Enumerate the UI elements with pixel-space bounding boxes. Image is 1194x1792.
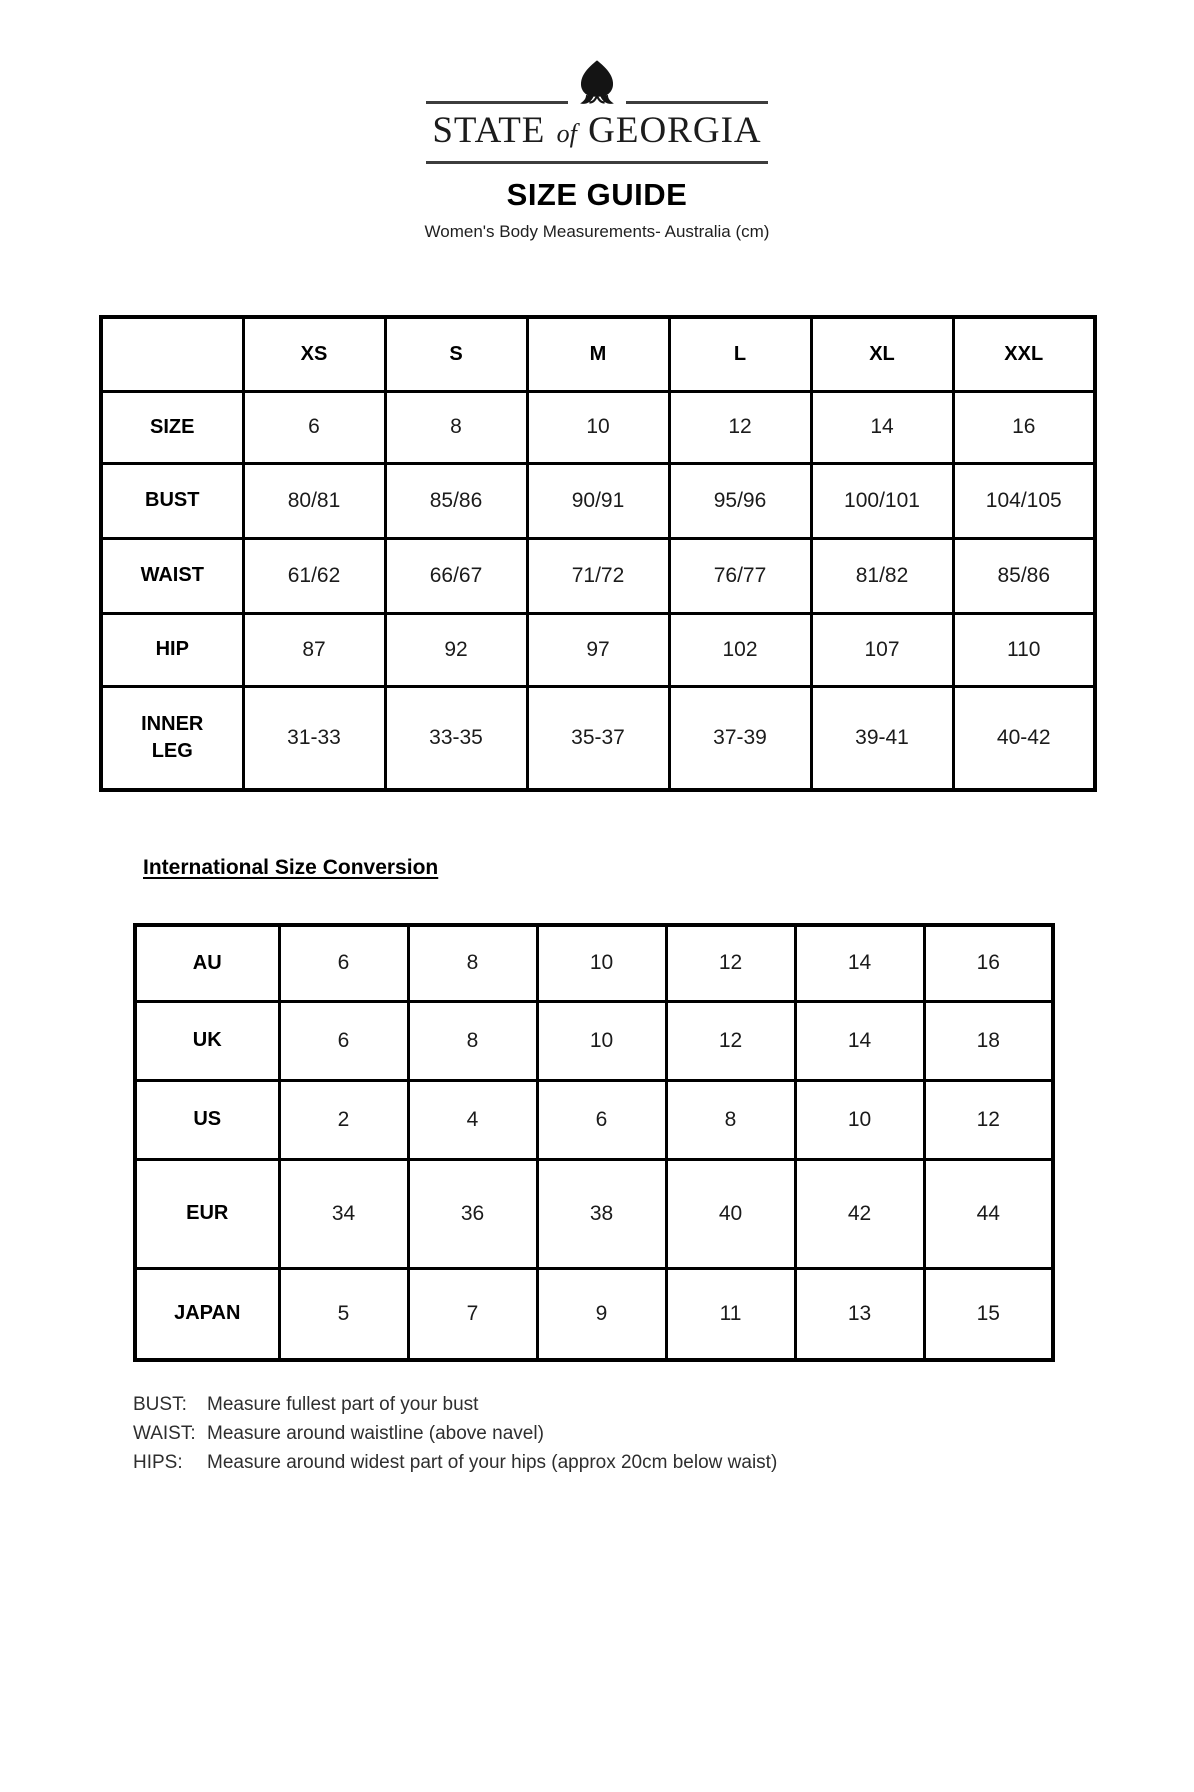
uk-cell: 8 bbox=[408, 1001, 537, 1080]
note-waist-text: Measure around waistline (above navel) bbox=[207, 1423, 544, 1444]
size-cell: 14 bbox=[811, 391, 953, 463]
us-row-label: US bbox=[135, 1080, 279, 1159]
note-bust-text: Measure fullest part of your bust bbox=[207, 1394, 479, 1415]
brand-name-of: of bbox=[556, 119, 577, 148]
bust-cell: 80/81 bbox=[243, 463, 385, 538]
eur-cell: 34 bbox=[279, 1159, 408, 1268]
size-row-label: SIZE bbox=[101, 391, 243, 463]
measurement-table bbox=[99, 315, 1097, 792]
waist-cell: 71/72 bbox=[527, 538, 669, 613]
uk-cell: 6 bbox=[279, 1001, 408, 1080]
uk-cell: 14 bbox=[795, 1001, 924, 1080]
bust-cell: 95/96 bbox=[669, 463, 811, 538]
waist-cell: 66/67 bbox=[385, 538, 527, 613]
japan-cell: 5 bbox=[279, 1268, 408, 1360]
japan-row bbox=[135, 1268, 1053, 1360]
rule-left bbox=[426, 101, 568, 104]
note-waist bbox=[133, 1423, 1194, 1445]
bust-cell: 100/101 bbox=[811, 463, 953, 538]
us-cell: 12 bbox=[924, 1080, 1053, 1159]
inner-leg-row bbox=[101, 686, 1095, 790]
col-header-s: S bbox=[385, 317, 527, 391]
hip-cell: 97 bbox=[527, 613, 669, 686]
japan-cell: 15 bbox=[924, 1268, 1053, 1360]
size-cell: 10 bbox=[527, 391, 669, 463]
size-row bbox=[101, 391, 1095, 463]
logo-top-rule bbox=[426, 50, 768, 104]
bust-cell: 90/91 bbox=[527, 463, 669, 538]
bust-row-label: BUST bbox=[101, 463, 243, 538]
inner-leg-cell: 31-33 bbox=[243, 686, 385, 790]
waist-row bbox=[101, 538, 1095, 613]
brand-name-state: STATE bbox=[432, 110, 546, 151]
note-bust-label: BUST: bbox=[133, 1394, 187, 1415]
uk-cell: 18 bbox=[924, 1001, 1053, 1080]
waist-row-label: WAIST bbox=[101, 538, 243, 613]
japan-cell: 13 bbox=[795, 1268, 924, 1360]
hip-cell: 87 bbox=[243, 613, 385, 686]
uk-row-label: UK bbox=[135, 1001, 279, 1080]
eur-cell: 36 bbox=[408, 1159, 537, 1268]
uk-cell: 12 bbox=[666, 1001, 795, 1080]
conversion-heading: International Size Conversion bbox=[143, 856, 439, 879]
tree-icon bbox=[569, 59, 625, 109]
uk-cell: 10 bbox=[537, 1001, 666, 1080]
us-cell: 10 bbox=[795, 1080, 924, 1159]
au-row bbox=[135, 925, 1053, 1001]
us-cell: 4 bbox=[408, 1080, 537, 1159]
size-cell: 6 bbox=[243, 391, 385, 463]
hip-row-label: HIP bbox=[101, 613, 243, 686]
col-header-xl: XL bbox=[811, 317, 953, 391]
eur-cell: 38 bbox=[537, 1159, 666, 1268]
note-hips bbox=[133, 1452, 1194, 1474]
inner-leg-row-label: INNER LEG bbox=[101, 686, 243, 790]
eur-row-label: EUR bbox=[135, 1159, 279, 1268]
eur-row bbox=[135, 1159, 1053, 1268]
note-hips-label: HIPS: bbox=[133, 1452, 183, 1473]
au-row-label: AU bbox=[135, 925, 279, 1001]
measurement-notes bbox=[133, 1394, 1194, 1474]
eur-cell: 40 bbox=[666, 1159, 795, 1268]
brand-name bbox=[426, 109, 768, 152]
col-header-xs: XS bbox=[243, 317, 385, 391]
bust-cell: 85/86 bbox=[385, 463, 527, 538]
brand-header bbox=[426, 50, 768, 164]
eur-cell: 44 bbox=[924, 1159, 1053, 1268]
au-cell: 8 bbox=[408, 925, 537, 1001]
inner-leg-cell: 39-41 bbox=[811, 686, 953, 790]
inner-leg-cell: 37-39 bbox=[669, 686, 811, 790]
page-subtitle: Women's Body Measurements- Australia (cm) bbox=[424, 222, 770, 241]
us-cell: 6 bbox=[537, 1080, 666, 1159]
note-bust bbox=[133, 1394, 1194, 1416]
waist-cell: 76/77 bbox=[669, 538, 811, 613]
corner-cell bbox=[101, 317, 243, 391]
note-waist-label: WAIST: bbox=[133, 1423, 196, 1444]
waist-cell: 61/62 bbox=[243, 538, 385, 613]
logo-bottom-rule bbox=[426, 161, 768, 164]
hip-cell: 92 bbox=[385, 613, 527, 686]
uk-row bbox=[135, 1001, 1053, 1080]
hip-cell: 110 bbox=[953, 613, 1095, 686]
waist-cell: 85/86 bbox=[953, 538, 1095, 613]
size-cell: 16 bbox=[953, 391, 1095, 463]
size-cell: 8 bbox=[385, 391, 527, 463]
us-row bbox=[135, 1080, 1053, 1159]
au-cell: 16 bbox=[924, 925, 1053, 1001]
col-header-l: L bbox=[669, 317, 811, 391]
col-header-xxl: XXL bbox=[953, 317, 1095, 391]
bust-cell: 104/105 bbox=[953, 463, 1095, 538]
inner-leg-cell: 40-42 bbox=[953, 686, 1095, 790]
hip-cell: 102 bbox=[669, 613, 811, 686]
eur-cell: 42 bbox=[795, 1159, 924, 1268]
inner-leg-cell: 33-35 bbox=[385, 686, 527, 790]
rule-right bbox=[626, 101, 768, 104]
hip-cell: 107 bbox=[811, 613, 953, 686]
au-cell: 12 bbox=[666, 925, 795, 1001]
us-cell: 8 bbox=[666, 1080, 795, 1159]
brand-name-georgia: GEORGIA bbox=[588, 110, 762, 151]
bust-row bbox=[101, 463, 1095, 538]
size-cell: 12 bbox=[669, 391, 811, 463]
japan-cell: 11 bbox=[666, 1268, 795, 1360]
inner-leg-cell: 35-37 bbox=[527, 686, 669, 790]
au-cell: 10 bbox=[537, 925, 666, 1001]
size-header-row bbox=[101, 317, 1095, 391]
hip-row bbox=[101, 613, 1095, 686]
au-cell: 14 bbox=[795, 925, 924, 1001]
note-hips-text: Measure around widest part of your hips (approx 20cm below waist) bbox=[207, 1452, 778, 1473]
page-title: SIZE GUIDE bbox=[506, 177, 688, 212]
us-cell: 2 bbox=[279, 1080, 408, 1159]
waist-cell: 81/82 bbox=[811, 538, 953, 613]
conversion-table bbox=[133, 923, 1055, 1362]
japan-row-label: JAPAN bbox=[135, 1268, 279, 1360]
au-cell: 6 bbox=[279, 925, 408, 1001]
japan-cell: 7 bbox=[408, 1268, 537, 1360]
col-header-m: M bbox=[527, 317, 669, 391]
japan-cell: 9 bbox=[537, 1268, 666, 1360]
